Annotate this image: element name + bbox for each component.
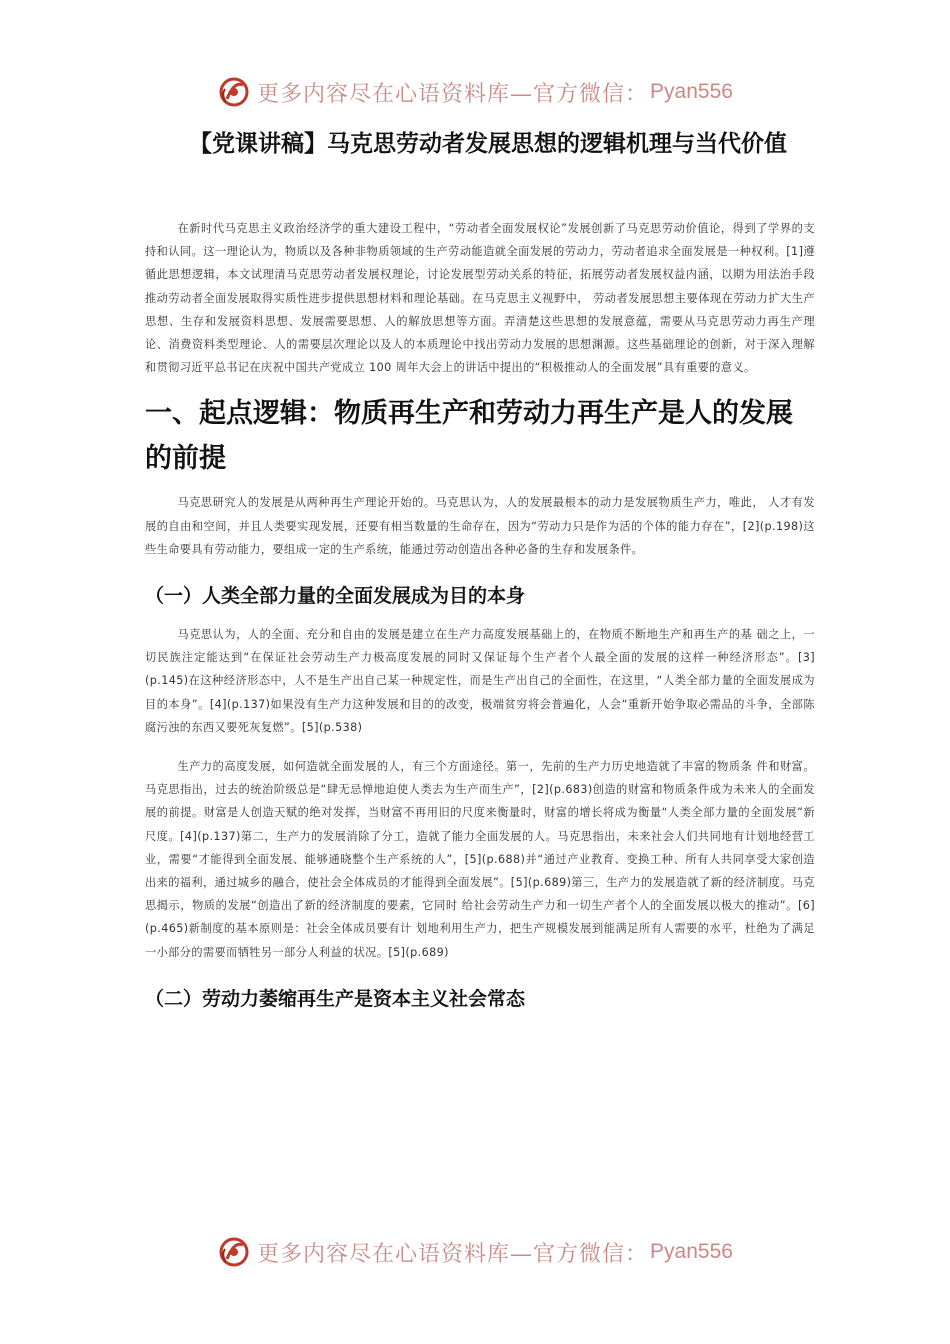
section1-heading: 一、起点逻辑：物质再生产和劳动力再生产是人的发展的前提 <box>145 398 793 475</box>
watermark-text: 更多内容尽在心语资料库—官方微信： <box>257 81 649 107</box>
watermark-account: Pyan556 <box>650 80 733 103</box>
watermark-banner-bottom <box>0 1232 950 1272</box>
red-wreath-logo-icon <box>217 75 251 109</box>
document-title: 【党课讲稿】马克思劳动者发展思想的逻辑机理与当代价值 <box>189 131 787 157</box>
subsection1-paragraph-1: 马克思认为，人的全面、充分和自由的发展是建立在生产力高度发展基础上的，在物质不断地生产和再生产的基 础之上，一切民族注定能达到“在保证社会劳动生产力极高度发展的同时又保证每个生产者个人最全面的发展的这样一种经济形态”。[3](p.145)在这种经济形态中，人不是生产出自己某一种规定性，而是生产出自己的全面性，在这里，“人类全部力量的全面发展成为目的本身”。[4](p.137)如果没有生产力这种发展和目的的改变，极端贫穷将会普遍化，人会“重新开始争取必需品的斗争，全部陈腐污浊的东西又要死灰复燃”。[5](p.538) <box>145 628 815 734</box>
red-wreath-logo-icon <box>217 1235 251 1269</box>
watermark-account: Pyan556 <box>650 1240 733 1263</box>
subsection1-heading: （一）人类全部力量的全面发展成为目的本身 <box>145 585 526 608</box>
watermark-text: 更多内容尽在心语资料库—官方微信： <box>257 1241 649 1267</box>
subsection1-paragraph-2: 生产力的高度发展，如何造就全面发展的人，有三个方面途径。第一，先前的生产力历史地造就了丰富的物质条 件和财富。马克思指出，过去的统治阶级总是“肆无忌惮地迫使人类去为生产而生产”，[2](p.683)创造的财富和物质条件成为未来人的全面发展的前提。财富是人创造天赋的绝对发挥，当财富不再用旧的尺度来衡量时，财富的增长将成为衡量“人类全部力量的全面发展”新尺度。[4](p.137)第二，生产力的发展消除了分工，造就了能力全面发展的人。马克思指出，未来社会人们共同地有计划地经营工业，需要“才能得到全面发展、能够通晓整个生产系统的人”，[5](p.688)并“通过产业教育、变换工种、所有人共同享受大家创造出来的福利，通过城乡的融合，使社会全体成员的才能得到全面发展”。[5](p.689)第三，生产力的发展造就了新的经济制度。马克思揭示，物质的发展“创造出了新的经济制度的要素，它同时 给社会劳动生产力和一切生产者个人的全面发展以极大的推动”。[6](p.465)新制度的基本原则是：社会全体成员要有计 划地利用生产力，把生产规模发展到能满足所有人需要的水平，杜绝为了满足一小部分的需要而牺牲另一部分人利益的状况。[5](p.689) <box>145 760 815 959</box>
watermark-banner-top <box>0 72 950 112</box>
document-body <box>145 124 815 1014</box>
subsection2-heading: （二）劳动力萎缩再生产是资本主义社会常态 <box>145 987 526 1010</box>
paragraph-gap <box>145 739 815 755</box>
section1-paragraph: 马克思研究人的发展是从两种再生产理论开始的。马克思认为，人的发展最根本的动力是发展物质生产力，唯此， 人才有发展的自由和空间，并且人类要实现发展，还要有相当数量的生命存在，因为“劳动力只是作为活的个体的能力存在”，[2](p.198)这些生命要具有劳动能力，要组成一定的生产系统，能通过劳动创造出各种必备的生存和发展条件。 <box>145 496 815 556</box>
intro-paragraph: 在新时代马克思主义政治经济学的重大建设工程中，“劳动者全面发展权论”发展创新了马克思劳动价值论，得到了学界的支持和认同。这一理论认为，物质以及各种非物质领域的生产劳动能造就全面发展的劳动力，劳动者追求全面发展是一种权利。[1]遵循此思想逻辑，本文试理清马克思劳动者发展权理论，讨论发展型劳动关系的特征，拓展劳动者发展权益内涵，以期为用法治手段推动劳动者全面发展取得实质性进步提供思想材料和理论基础。在马克思主义视野中， 劳动者发展思想主要体现在劳动力扩大生产思想、生存和发展资料思想、发展需要思想、人的解放思想等方面。弄清楚这些思想的发展意蕴，需要从马克思劳动力再生产理论、消费资料类型理论、人的需要层次理论以及人的本质理论中找出劳动力发展的思想渊源。这些基础理论的创新，对于深入理解和贯彻习近平总书记在庆祝中国共产党成立 100 周年大会上的讲话中提出的“积极推动人的全面发展”具有重要的意义。 <box>145 222 815 375</box>
